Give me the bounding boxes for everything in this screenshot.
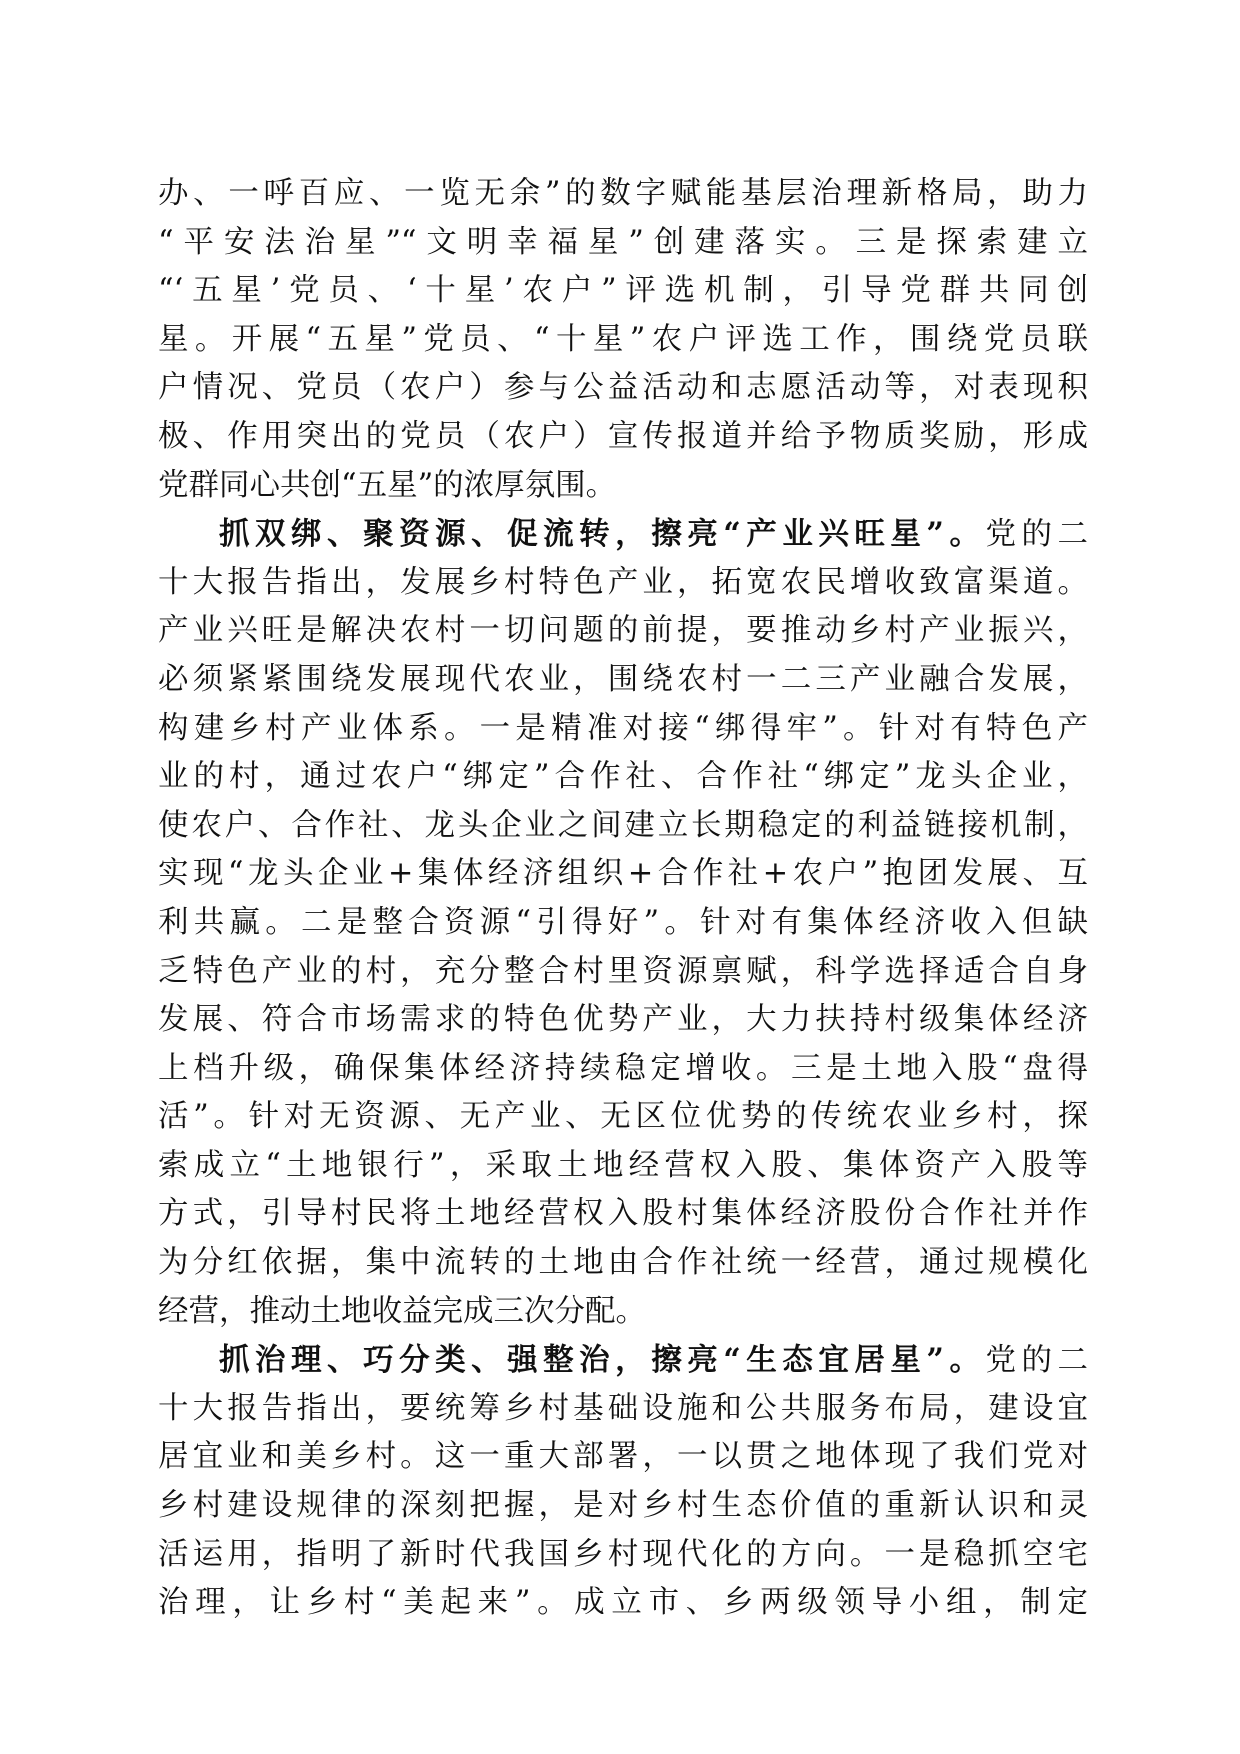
- text-line: 乏特色产业的村，充分整合村里资源禀赋，科学选择适合自身: [158, 953, 1088, 989]
- text-line: 发展、符合市场需求的特色优势产业，大力扶持村级集体经济: [158, 1002, 1088, 1038]
- paragraph-3: [158, 1336, 1088, 1628]
- document-body: [158, 170, 1088, 1628]
- heading-continuation: 党的二: [985, 517, 1089, 553]
- section-heading: 抓治理、巧分类、强整治，擦亮“生态宜居星”。: [219, 1342, 986, 1379]
- paragraph-first-line: [158, 1336, 1088, 1385]
- text-line: 活运用，指明了新时代我国乡村现代化的方向。一是稳抓空宅: [158, 1536, 1088, 1572]
- text-line: 业的村，通过农户“绑定”合作社、合作社“绑定”龙头企业，: [158, 759, 1088, 795]
- text-line: 索成立“土地银行”，采取土地经营权入股、集体资产入股等: [158, 1147, 1088, 1183]
- text-line: 上档升级，确保集体经济持续稳定增收。三是土地入股“盘得: [158, 1050, 1088, 1086]
- text-line: 极、作用突出的党员（农户）宣传报道并给予物质奖励，形成: [158, 418, 1088, 454]
- text-line: 办、一呼百应、一览无余”的数字赋能基层治理新格局，助力: [158, 176, 1088, 211]
- text-line: 必须紧紧围绕发展现代农业，围绕农村一二三产业融合发展，: [158, 661, 1088, 697]
- text-line: 居宜业和美乡村。这一重大部署，一以贯之地体现了我们党对: [158, 1439, 1088, 1475]
- text-line: 党群同心共创“五星”的浓厚氛围。: [158, 467, 617, 503]
- paragraph-2: [158, 510, 1088, 1336]
- text-line: 活”。针对无资源、无产业、无区位优势的传统农业乡村，探: [158, 1099, 1088, 1135]
- text-line: 为分红依据，集中流转的土地由合作社统一经营，通过规模化: [158, 1245, 1088, 1281]
- text-line: 星。开展“五星”党员、“十星”农户评选工作，围绕党员联: [158, 321, 1088, 357]
- section-heading: 抓双绑、聚资源、促流转，擦亮“产业兴旺星”。: [219, 516, 986, 553]
- text-line: 乡村建设规律的深刻把握，是对乡村生态价值的重新认识和灵: [158, 1488, 1088, 1524]
- text-line: 十大报告指出，要统筹乡村基础设施和公共服务布局，建设宜: [158, 1390, 1088, 1426]
- paragraph-1: [158, 170, 1088, 510]
- text-line: 方式，引导村民将土地经营权入股村集体经济股份合作社并作: [158, 1196, 1088, 1232]
- text-line: 利共赢。二是整合资源“引得好”。针对有集体经济收入但缺: [158, 904, 1088, 940]
- text-line: “平安法治星”“文明幸福星”创建落实。三是探索建立: [158, 224, 1088, 260]
- text-line: 治理，让乡村“美起来”。成立市、乡两级领导小组，制定: [158, 1585, 1088, 1621]
- heading-continuation: 党的二: [985, 1343, 1089, 1379]
- text-line: 十大报告指出，发展乡村特色产业，拓宽农民增收致富渠道。: [158, 564, 1088, 600]
- text-line: 构建乡村产业体系。一是精准对接“绑得牢”。针对有特色产: [158, 710, 1088, 746]
- text-line: 户情况、党员（农户）参与公益活动和志愿活动等，对表现积: [158, 370, 1088, 406]
- text-line: 实现“龙头企业+集体经济组织+合作社+农户”抱团发展、互: [158, 856, 1088, 892]
- text-line: 经营，推动土地收益完成三次分配。: [158, 1293, 646, 1329]
- text-line: 产业兴旺是解决农村一切问题的前提，要推动乡村产业振兴，: [158, 613, 1088, 649]
- text-line: “‘五星’党员、‘十星’农户”评选机制，引导党群共同创: [158, 273, 1088, 309]
- text-line: 使农户、合作社、龙头企业之间建立长期稳定的利益链接机制，: [158, 807, 1088, 843]
- paragraph-first-line: [158, 510, 1088, 559]
